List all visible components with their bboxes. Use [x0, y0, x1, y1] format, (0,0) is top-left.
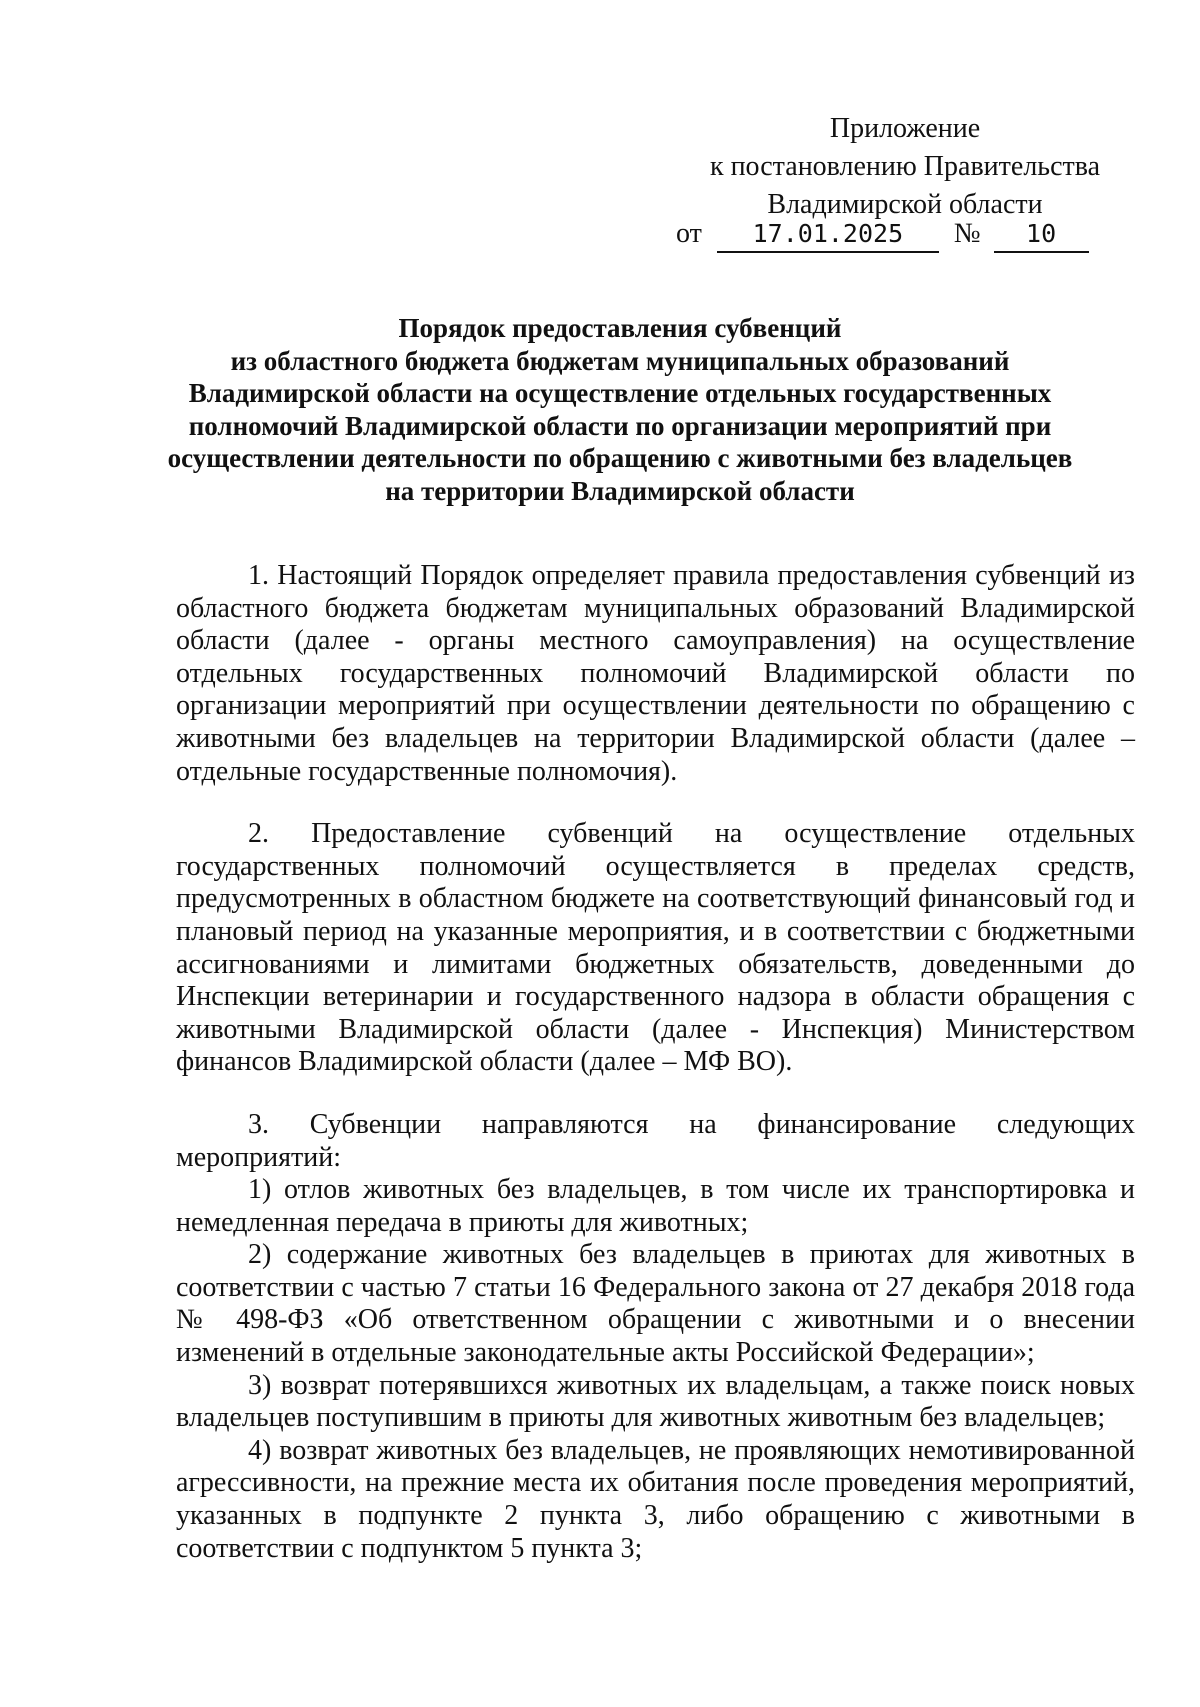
number-label: № [953, 218, 981, 249]
document-body [176, 560, 1135, 1565]
appendix-header [690, 110, 1120, 224]
resolution-number: 10 [994, 217, 1089, 253]
resolution-date: 17.01.2025 [717, 217, 939, 253]
title-line: на территории Владимирской области [385, 475, 855, 506]
appendix-date-line [676, 215, 1089, 253]
title-line: осуществлении деятельности по обращению с животными без владельцев [167, 443, 1073, 473]
date-from-label: от [676, 218, 702, 249]
title-line: Порядок предоставления субвенций [398, 313, 842, 343]
subitem-3-4: 4) возврат животных без владельцев, не проявляющих немотивированной агрессивности, на прежние места их обитания после проведения мероприятий, указанных в подпункте 2 пункта 3, либо обращению с животными в соответствии с подпунктом 5 пункта 3; [176, 1434, 1135, 1564]
paragraph-3: 3. Субвенции направляются на финансирование следующих мероприятий: [176, 1108, 1135, 1173]
appendix-resolution-ref: к постановлению Правительства [709, 151, 1101, 182]
appendix-label: Приложение [829, 113, 981, 144]
title-line: Владимирской области на осуществление отдельных государственных [188, 378, 1052, 408]
subitem-3-3: 3) возврат потерявшихся животных их владельцам, а также поиск новых владельцев поступившим в приюты для животных животным без владельцев; [176, 1369, 1135, 1434]
paragraph-2: 2. Предоставление субвенций на осуществление отдельных государственных полномочий осуществляется в пределах средств, предусмотренных в областном бюджете на соответствующий финансовый год и плановый период на указанные мероприятия, и в соответствии с бюджетными ассигнованиями и лимитами бюджетных обязательств, доведенными до Инспекции ветеринарии и государственного надзора в области обращения с животными Владимирской области (далее - Инспекция) Министерством финансов Владимирской области (далее – МФ ВО). [176, 818, 1135, 1078]
document-title [140, 312, 1100, 507]
title-line: из областного бюджета бюджетам муниципальных образований [230, 345, 1010, 376]
subitem-3-1: 1) отлов животных без владельцев, в том числе их транспортировка и немедленная передача в приюты для животных; [176, 1174, 1135, 1238]
title-line: полномочий Владимирской области по организации мероприятий при [188, 410, 1052, 441]
appendix-region: Владимирской области [767, 189, 1043, 220]
paragraph-1: 1. Настоящий Порядок определяет правила предоставления субвенций из областного бюджета бюджетам муниципальных образований Владимирской области (далее - органы местного самоуправления) на осуществление отдельных государственных полномочий Владимирской области по организации мероприятий при осуществлении деятельности по обращению с животными без владельцев на территории Владимирской области (далее – отдельные государственные полномочия). [176, 560, 1135, 787]
subitem-3-2: 2) содержание животных без владельцев в приютах для животных в соответствии с частью 7 статьи 16 Федерального закона от 27 декабря 2018 года № 498-ФЗ «Об ответственном обращении с животными и о внесении изменений в отдельные законодательные акты Российской Федерации»; [176, 1239, 1135, 1369]
